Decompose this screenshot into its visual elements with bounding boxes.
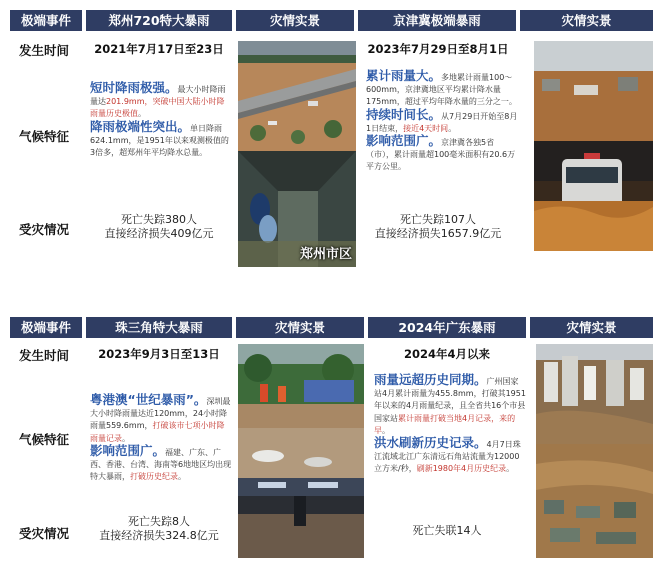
header-event2-title: 2024年广东暴雨 bbox=[368, 317, 526, 338]
header-event2-title: 京津冀极端暴雨 bbox=[358, 10, 516, 31]
event1-climate-text bbox=[90, 394, 232, 483]
feature-text: 单日降雨624.1mm，是1951年以来观测极值的3倍多，超郑州年平均降水总量。 bbox=[90, 123, 229, 158]
impact-casualties: 死亡失联14人 bbox=[412, 524, 482, 537]
feature-heading: 累计雨量大。 bbox=[366, 68, 442, 83]
feature-text: 深圳最大小时降雨量达近120mm，24小时降雨量559.6mm， bbox=[90, 397, 231, 431]
row-label-impact: 受灾情况 bbox=[18, 526, 69, 541]
header-event-col: 极端事件 bbox=[10, 317, 82, 338]
header-event1-title: 珠三角特大暴雨 bbox=[86, 317, 232, 338]
photo-guangdong-flood bbox=[536, 344, 653, 558]
feature-highlight: 接近4天时间 bbox=[403, 123, 449, 133]
feature-text: 最大小时降雨量达 bbox=[90, 85, 226, 107]
event1-date: 2023年9月3日至13日 bbox=[98, 347, 220, 361]
feature-text: 。 bbox=[382, 425, 390, 435]
feature-text: 。 bbox=[178, 472, 186, 482]
event2-impact bbox=[368, 524, 526, 538]
event1-climate-text bbox=[90, 82, 232, 159]
photo-jingjinji-flood bbox=[534, 41, 653, 251]
photo-prd-flood bbox=[238, 344, 364, 558]
event2-impact bbox=[358, 213, 518, 241]
event1-impact bbox=[86, 515, 232, 543]
header-event1-title: 郑州720特大暴雨 bbox=[86, 10, 232, 31]
feature-heading: 粤港澳“世纪暴雨”。 bbox=[90, 392, 207, 407]
impact-casualties: 死亡失踪8人 bbox=[128, 515, 190, 528]
feature-heading: 短时降雨极强。 bbox=[90, 80, 178, 95]
feature-heading: 雨量远超历史同期。 bbox=[374, 372, 487, 387]
feature-highlight: 累计雨量打破当地4月记录，来的早 bbox=[374, 413, 516, 435]
feature-heading: 影响范围广。 bbox=[366, 133, 442, 149]
feature-highlight: 打破历史纪录 bbox=[130, 472, 178, 482]
feature-text: 京津冀各独5省（市），累计雨量超100毫米面积有20.6万平方公里。 bbox=[366, 138, 516, 172]
row-label-climate: 气候特征 bbox=[18, 129, 69, 144]
impact-casualties: 死亡失踪107人 bbox=[400, 213, 476, 226]
feature-text: 从7月29日开始至8月1日结束， bbox=[366, 111, 518, 133]
event2-climate-text bbox=[374, 374, 526, 476]
feature-highlight: 201.9mm，突破中国大陆小时降雨量历史极值 bbox=[90, 97, 225, 119]
feature-heading: 影响范围广。 bbox=[90, 442, 166, 458]
feature-text: 。 bbox=[506, 464, 515, 474]
header-photo1-title: 灾情实景 bbox=[236, 10, 354, 31]
feature-text: 福建、广东、广西、香港、台湾、海南等6地地区均出现特大暴雨， bbox=[90, 447, 232, 482]
header-photo2-title: 灾情实景 bbox=[530, 317, 653, 338]
impact-loss: 直接经济损失1657.9亿元 bbox=[374, 227, 502, 240]
feature-text: 。 bbox=[448, 123, 457, 133]
event1-date: 2021年7月17日至23日 bbox=[94, 42, 224, 56]
feature-text: 。 bbox=[138, 109, 146, 119]
feature-heading: 洪水刷新历史记录。 bbox=[374, 435, 487, 451]
feature-text: 多地累计雨量100～600mm，京津冀地区平均累计降水量175mm，超过平均年降水量的三分之一。 bbox=[366, 73, 517, 107]
feature-text: 。 bbox=[122, 433, 130, 443]
row-label-climate: 气候特征 bbox=[18, 432, 69, 447]
feature-heading: 降雨极端性突出。 bbox=[90, 118, 191, 134]
impact-casualties: 死亡失踪380人 bbox=[121, 213, 197, 226]
feature-heading: 持续时间长。 bbox=[366, 106, 442, 122]
photo-zhengzhou-flood bbox=[238, 41, 356, 267]
header-photo1-title: 灾情实景 bbox=[236, 317, 364, 338]
row-label-date: 发生时间 bbox=[18, 43, 69, 58]
photo-caption-zhengzhou: 郑州市区 bbox=[300, 247, 353, 262]
event2-date: 2024年4月以来 bbox=[403, 347, 490, 361]
row-label-impact: 受灾情况 bbox=[18, 222, 69, 237]
feature-text: 广州国家站4月累计雨量为455.8mm，打破其1951年以来的4月雨量纪录，且全省共16个市县国家站 bbox=[374, 377, 526, 423]
event2-climate-text bbox=[366, 70, 518, 174]
impact-loss: 直接经济损失409亿元 bbox=[104, 227, 214, 240]
header-event-col: 极端事件 bbox=[10, 10, 82, 31]
header-photo2-title: 灾情实景 bbox=[520, 10, 653, 31]
feature-highlight: 刷新1980年4月历史纪录 bbox=[416, 464, 507, 474]
event2-date: 2023年7月29日至8月1日 bbox=[367, 42, 509, 56]
row-label-date: 发生时间 bbox=[18, 348, 69, 363]
impact-loss: 直接经济损失324.8亿元 bbox=[99, 529, 219, 542]
feature-text: 4月7日珠江流域北江广东清远石角站流量为12000立方米/秒， bbox=[374, 440, 521, 474]
event1-impact bbox=[86, 213, 232, 241]
feature-highlight: 打破该市七项小时降雨量记录 bbox=[90, 421, 225, 443]
